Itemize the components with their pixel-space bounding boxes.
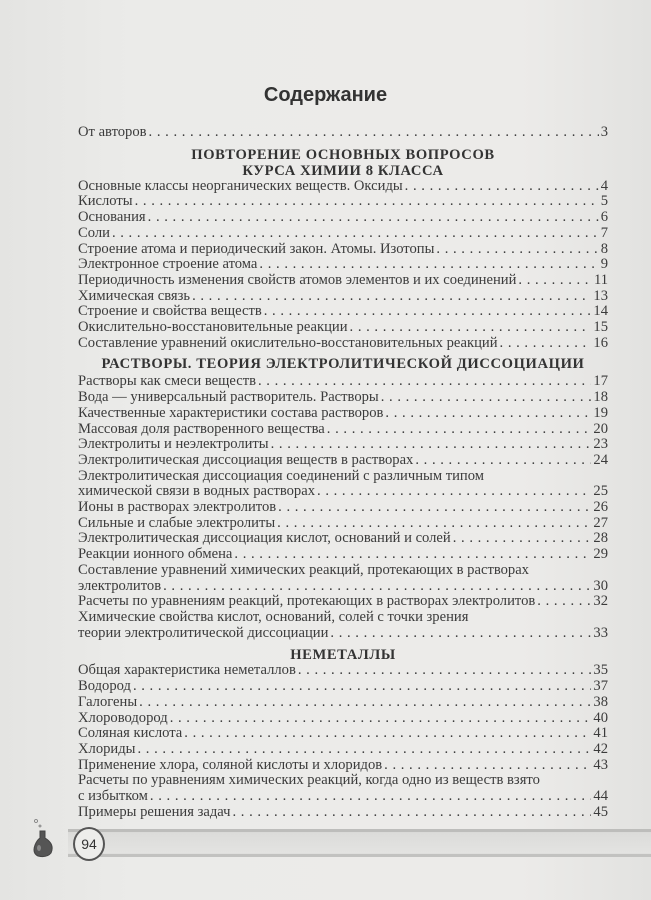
entry-title: Хлориды <box>78 740 136 757</box>
dot-leader <box>278 500 591 516</box>
entry-page: 15 <box>593 319 608 336</box>
dot-leader <box>500 336 592 352</box>
entry-page: 11 <box>593 271 608 288</box>
entry-title: электролитов <box>78 577 162 594</box>
entry-title: Ионы в растворах электролитов <box>78 499 277 516</box>
entry-title-line: Расчеты по уравнениям химических реакций, когда одно из веществ взято <box>78 772 540 789</box>
toc-entry <box>78 531 608 547</box>
toc-entry <box>78 242 608 258</box>
entry-title: Массовая доля растворенного вещества <box>78 420 325 437</box>
dot-leader <box>112 226 599 242</box>
dot-leader <box>170 711 592 727</box>
entry-title: Водород <box>78 678 131 695</box>
entry-title: Примеры решения задач <box>78 803 231 820</box>
toc-entry <box>78 469 608 500</box>
entry-page: 14 <box>593 303 608 320</box>
dot-leader <box>277 516 591 532</box>
toc-entry <box>78 516 608 532</box>
entry-title: Электронное строение атома <box>78 256 258 273</box>
entry-page: 44 <box>593 788 608 805</box>
toc-entry <box>78 210 608 226</box>
footer-bar <box>68 829 651 857</box>
entry-title: Строение атома и периодический закон. Атомы. Изотопы <box>78 240 435 257</box>
entry-page: 25 <box>593 483 608 500</box>
toc-entry <box>78 437 608 453</box>
entry-page: 43 <box>593 756 608 773</box>
dot-leader <box>259 257 598 273</box>
entry-title-line: Составление уравнений химических реакций, протекающих в растворах <box>78 561 529 578</box>
entry-page: 29 <box>593 546 608 563</box>
entry-title: Кислоты <box>78 193 133 210</box>
entry-page: 3 <box>600 124 608 140</box>
toc-entry <box>78 289 608 305</box>
entry-title: Основания <box>78 209 146 226</box>
entry-title: Хлороводород <box>78 709 168 726</box>
entry-page: 37 <box>593 678 608 695</box>
table-of-contents <box>78 125 608 820</box>
entry-title-line: Электролитическая диссоциация соединений с различным типом <box>78 467 484 484</box>
entry-title: Периодичность изменения свойств атомов элементов и их соединений <box>78 271 517 288</box>
toc-entry <box>78 563 608 594</box>
dot-leader <box>133 679 591 695</box>
entry-title: Расчеты по уравнениям реакций, протекающих в растворах электролитов <box>78 593 536 610</box>
toc-entry <box>78 226 608 242</box>
toc-entry <box>78 610 608 641</box>
entry-title: Растворы как смеси веществ <box>78 373 256 390</box>
entry-page: 42 <box>593 740 608 757</box>
entry-title: Соляная кислота <box>78 725 183 742</box>
entry-page: 20 <box>593 420 608 437</box>
toc-entry <box>78 695 608 711</box>
dot-leader <box>137 742 591 758</box>
dot-leader <box>192 289 591 305</box>
dot-leader <box>298 663 592 679</box>
dot-leader <box>150 789 591 805</box>
toc-entry <box>78 500 608 516</box>
entry-title: с избытком <box>78 788 148 805</box>
toc-sections <box>78 147 608 821</box>
toc-entry <box>78 758 608 774</box>
entry-title: Качественные характеристики состава растворов <box>78 404 384 421</box>
dot-leader <box>184 726 591 742</box>
toc-entry <box>78 273 608 289</box>
toc-entry <box>78 320 608 336</box>
entry-page: 27 <box>593 514 608 531</box>
toc-entry <box>78 406 608 422</box>
toc-entry <box>78 805 608 821</box>
toc-entry <box>78 257 608 273</box>
dot-leader <box>264 304 592 320</box>
entry-page: 7 <box>600 224 608 241</box>
entry-title: Электролитическая диссоциация кислот, оснований и солей <box>78 530 451 547</box>
toc-entry <box>78 547 608 563</box>
entry-title: Основные классы неорганических веществ. Оксиды <box>78 177 403 194</box>
entry-page: 26 <box>593 499 608 516</box>
entry-page: 23 <box>593 436 608 453</box>
toc-entry <box>78 179 608 195</box>
dot-leader <box>384 758 591 774</box>
entry-page: 40 <box>593 709 608 726</box>
flask-icon <box>30 818 58 858</box>
entry-page: 32 <box>593 593 608 610</box>
entry-title-line: Химические свойства кислот, оснований, солей с точки зрения <box>78 608 469 625</box>
entry-page: 24 <box>593 451 608 468</box>
dot-leader <box>148 210 599 226</box>
entry-title: химической связи в водных растворах <box>78 483 316 500</box>
entry-title: Электролитическая диссоциация веществ в растворах <box>78 451 414 468</box>
entry-title: Окислительно-восстановительные реакции <box>78 319 348 336</box>
dot-leader <box>436 242 598 258</box>
entry-title: Общая характеристика неметаллов <box>78 662 296 679</box>
dot-leader <box>537 594 591 610</box>
section-heading: ПОВТОРЕНИЕ ОСНОВНЫХ ВОПРОСОВ <box>191 146 495 163</box>
entry-title: Сильные и слабые электролиты <box>78 514 276 531</box>
toc-entry <box>78 194 608 210</box>
entry-page: 8 <box>600 240 608 257</box>
entry-page: 6 <box>600 209 608 226</box>
toc-entry <box>78 679 608 695</box>
toc-entry <box>78 453 608 469</box>
entry-page: 5 <box>600 193 608 210</box>
entry-title: Вода — универсальный растворитель. Растворы <box>78 389 379 406</box>
entry-page: 41 <box>593 725 608 742</box>
section-heading: КУРСА ХИМИИ 8 КЛАССА <box>242 162 444 179</box>
dot-leader <box>381 390 592 406</box>
toc-entry <box>78 663 608 679</box>
entry-page: 33 <box>593 624 608 641</box>
dot-leader <box>149 125 599 141</box>
entry-title: Химическая связь <box>78 287 191 304</box>
dot-leader <box>135 194 599 210</box>
dot-leader <box>163 579 591 595</box>
toc-entry <box>78 336 608 352</box>
entry-title: Реакции ионного обмена <box>78 546 233 563</box>
toc-entry <box>78 374 608 390</box>
dot-leader <box>330 626 591 642</box>
dot-leader <box>317 484 591 500</box>
toc-entry <box>78 773 608 804</box>
entry-page: 38 <box>593 693 608 710</box>
entry-page: 35 <box>593 662 608 679</box>
entry-page: 9 <box>600 256 608 273</box>
entry-title: Применение хлора, соляной кислоты и хлоридов <box>78 756 383 773</box>
entry-title: Составление уравнений окислительно-восстановительных реакций <box>78 334 498 351</box>
entry-page: 17 <box>593 373 608 390</box>
footer-divider <box>68 854 651 857</box>
footer-divider <box>68 829 651 832</box>
toc-entry <box>78 125 608 141</box>
entry-title: Галогены <box>78 693 138 710</box>
dot-leader <box>518 273 592 289</box>
dot-leader <box>232 805 591 821</box>
entry-title: Строение и свойства веществ <box>78 303 262 320</box>
toc-entry <box>78 742 608 758</box>
entry-page: 16 <box>593 334 608 351</box>
entry-title: От авторов <box>78 124 147 140</box>
toc-entry <box>78 594 608 610</box>
section-heading: РАСТВОРЫ. ТЕОРИЯ ЭЛЕКТРОЛИТИЧЕСКОЙ ДИССОЦИАЦИИ <box>101 356 585 373</box>
toc-entry <box>78 390 608 406</box>
section-heading: НЕМЕТАЛЛЫ <box>290 647 396 664</box>
dot-leader <box>415 453 591 469</box>
page-title: Содержание <box>263 84 388 106</box>
toc-entry <box>78 422 608 438</box>
entry-title: Соли <box>78 224 110 241</box>
entry-page: 18 <box>593 389 608 406</box>
dot-leader <box>385 406 591 422</box>
entry-page: 45 <box>593 803 608 820</box>
dot-leader <box>453 531 592 547</box>
dot-leader <box>271 437 592 453</box>
dot-leader <box>327 422 592 438</box>
entry-title: Электролиты и неэлектролиты <box>78 436 269 453</box>
dot-leader <box>234 547 591 563</box>
dot-leader <box>139 695 591 711</box>
dot-leader <box>350 320 592 336</box>
entry-page: 19 <box>593 404 608 421</box>
toc-entry <box>78 304 608 320</box>
entry-page: 4 <box>600 177 608 194</box>
entry-page: 30 <box>593 577 608 594</box>
dot-leader <box>405 179 599 195</box>
entry-page: 28 <box>593 530 608 547</box>
entry-page: 13 <box>593 287 608 304</box>
dot-leader <box>258 374 591 390</box>
page-number: 94 <box>73 827 105 861</box>
toc-entry <box>78 726 608 742</box>
toc-entry <box>78 711 608 727</box>
entry-title: теории электролитической диссоциации <box>78 624 329 641</box>
